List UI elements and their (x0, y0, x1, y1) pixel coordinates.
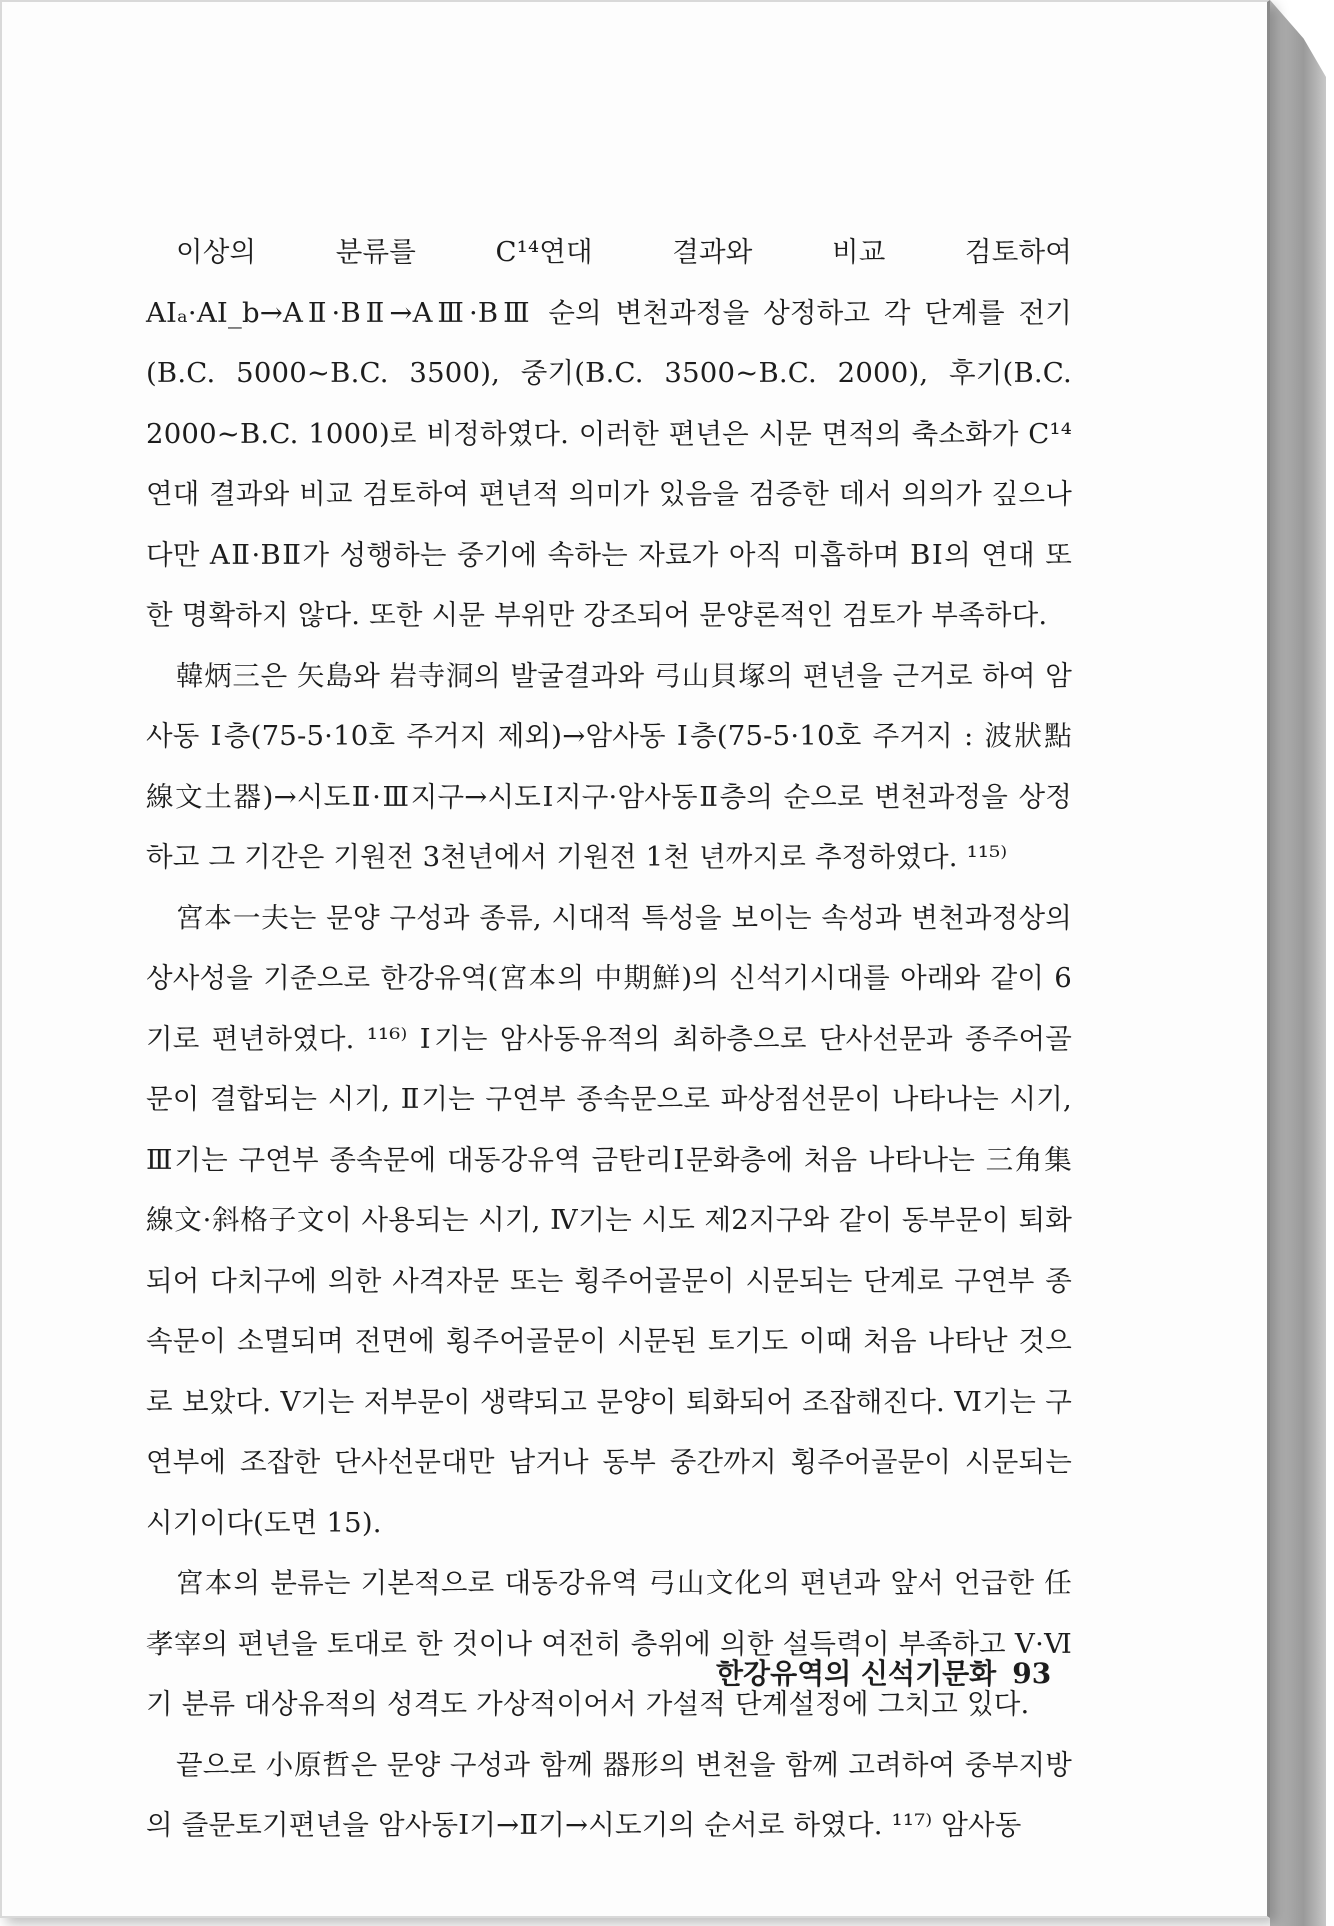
page-edge-shadow (1270, 0, 1326, 1926)
body-text (146, 222, 1072, 1856)
page-number: 93 (1012, 1657, 1052, 1690)
paragraph-3: 宮本一夫는 문양 구성과 종류, 시대적 특성을 보이는 속성과 변천과정상의 상사성을 기준으로 한강유역(宮本의 中期鮮)의 신석기시대를 아래와 같이 6기로 편년하였다. ¹¹⁶⁾ Ⅰ기는 암사동유적의 최하층으로 단사선문과 종주어골문이 결합되는 시기, Ⅱ기는 구연부 종속문으로 파상점선문이 나타나는 시기, Ⅲ기는 구연부 종속문에 대동강유역 금탄리Ⅰ문화층에 처음 나타나는 三角集線文·斜格子文이 사용되는 시기, Ⅳ기는 시도 제2지구와 같이 동부문이 퇴화되어 다치구에 의한 사격자문 또는 횡주어골문이 시문되는 단계로 구연부 종속문이 소멸되며 전면에 횡주어골문이 시문된 토기도 이때 처음 나타난 것으로 보았다. Ⅴ기는 저부문이 생략되고 문양이 퇴화되어 조잡해진다. Ⅵ기는 구연부에 조잡한 단사선문대만 남거나 동부 중간까지 횡주어골문이 시문되는 시기이다(도면 15). (146, 901, 1072, 1539)
paragraph-1: 이상의 분류를 C¹⁴연대 결과와 비교 검토하여 AIₐ·AI_b→AⅡ·BⅡ→AⅢ·BⅢ 순의 변천과정을 상정하고 각 단계를 전기(B.C. 5000~B.C. 3500), 중기(B.C. 3500~B.C. 2000), 후기(B.C. 2000~B.C. 1000)로 비정하였다. 이러한 편년은 시문 면적의 축소화가 C¹⁴연대 결과와 비교 검토하여 편년적 의미가 있음을 검증한 데서 의의가 깊으나 다만 AⅡ·BⅡ가 성행하는 중기에 속하는 자료가 아직 미흡하며 BⅠ의 연대 또한 명확하지 않다. 또한 시문 부위만 강조되어 문양론적인 검토가 부족하다. (146, 236, 1072, 631)
running-title: 한강유역의 신석기문화 (716, 1657, 997, 1690)
paragraph-2: 韓炳三은 矢島와 岩寺洞의 발굴결과와 弓山貝塚의 편년을 근거로 하여 암사동 Ⅰ층(75-5·10호 주거지 제외)→암사동 Ⅰ층(75-5·10호 주거지 : 波狀點線文土器)→시도Ⅱ·Ⅲ지구→시도Ⅰ지구·암사동Ⅱ층의 순으로 변천과정을 상정하고 그 기간은 기원전 3천년에서 기원전 1천 년까지로 추정하였다. ¹¹⁵⁾ (146, 659, 1072, 873)
paragraph-4: 宮本의 분류는 기본적으로 대동강유역 弓山文化의 편년과 앞서 언급한 任孝宰의 편년을 토대로 한 것이나 여전히 층위에 의한 설득력이 부족하고 Ⅴ·Ⅵ기 분류 대상유적의 성격도 가상적이어서 가설적 단계설정에 그치고 있다. (146, 1567, 1072, 1720)
page-footer (716, 1652, 1051, 1692)
paragraph-5: 끝으로 小原哲은 문양 구성과 함께 器形의 변천을 함께 고려하여 중부지방의 즐문토기편년을 암사동Ⅰ기→Ⅱ기→시도기의 순서로 하였다. ¹¹⁷⁾ 암사동 (146, 1748, 1072, 1841)
